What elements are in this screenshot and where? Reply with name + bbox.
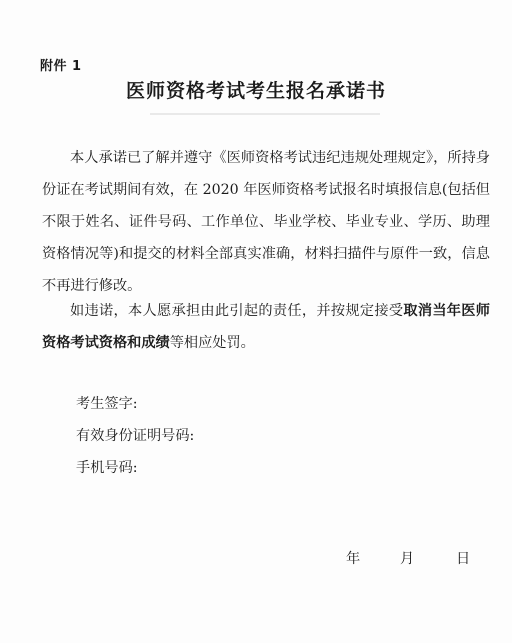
- date-year-label: 年: [346, 551, 361, 567]
- faint-scan-line: [150, 113, 380, 115]
- date-day-label: 日: [456, 551, 471, 567]
- phone-label: 手机号码:: [76, 460, 138, 476]
- attachment-label: 附件 1: [40, 59, 82, 74]
- document-title: 医师资格考试考生报名承诺书: [125, 80, 386, 102]
- penalty-text-prefix: 如违诺，本人愿承担由此引起的责任，并按规定接受: [70, 303, 404, 319]
- penalty-text-bold: 取消当年医师资格考试资格和成绩: [42, 303, 490, 351]
- id-number-label: 有效身份证明号码:: [76, 428, 195, 444]
- penalty-paragraph: [42, 295, 490, 359]
- date-month-label: 月: [400, 551, 415, 567]
- penalty-text-suffix: 等相应处罚。: [169, 335, 255, 351]
- signature-label: 考生签字:: [76, 396, 138, 412]
- commitment-paragraph: 本人承诺已了解并遵守《医师资格考试违纪违规处理规定》，所持身份证在考试期间有效，在 2020 年医师资格考试报名时填报信息(包括但不限于姓名、证件号码、工作单位、毕业学校、毕业专业、学历、助理资格情况等)和提交的材料全部真实准确，材料扫描件与原件一致，信息不再进行修改。: [42, 150, 490, 294]
